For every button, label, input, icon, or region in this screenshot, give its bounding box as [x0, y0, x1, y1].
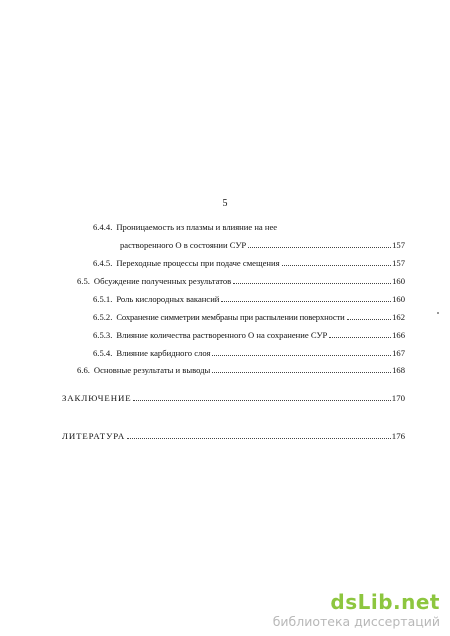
toc-entry-page: 170 — [391, 393, 405, 403]
toc-entry-number: 6.4.4. — [93, 222, 113, 232]
scan-speck — [437, 312, 439, 314]
toc-entry-page: 157 — [392, 240, 405, 250]
toc-entry-conclusion — [62, 393, 405, 404]
toc-entry-page: 176 — [391, 431, 405, 441]
watermark-brand-main: dsLib — [330, 589, 394, 614]
toc-entry-6-4-4 — [93, 222, 405, 233]
toc-entry-number: 6.4.5. — [93, 258, 113, 268]
toc-entry-number: 6.5.4. — [93, 348, 113, 358]
toc-entry-title: растворенного О в состоянии СУР — [120, 240, 247, 250]
toc-entry-page: 157 — [392, 258, 405, 268]
dot-leader — [212, 355, 391, 356]
toc-entry-title: Роль кислородных вакансий — [116, 294, 220, 304]
toc-entry-page: 162 — [392, 312, 405, 322]
toc-entry-title: ЗАКЛЮЧЕНИЕ — [62, 393, 132, 403]
toc-entry-number: 6.5.3. — [93, 330, 113, 340]
toc-entry-title: Основные результаты и выводы — [93, 365, 211, 375]
toc-entry-page: 168 — [392, 365, 405, 375]
dot-leader — [212, 372, 391, 373]
watermark-subtitle: библиотека диссертаций — [272, 613, 440, 629]
toc-entry-6-4-5 — [93, 258, 405, 269]
toc-entry-title: Влияние количества растворенного О на сохранение СУР — [116, 330, 328, 340]
dot-leader — [133, 400, 390, 401]
toc-entry-6-5-4 — [93, 348, 405, 359]
toc-entry-page: 160 — [392, 276, 405, 286]
toc-entry-number: 6.5.2. — [93, 312, 113, 322]
toc-entry-title: ЛИТЕРАТУРА — [62, 431, 126, 441]
toc-entry-6-5-3 — [93, 330, 405, 341]
toc-entry-6-5-2 — [93, 312, 405, 323]
watermark — [272, 589, 440, 629]
toc-entry-references — [62, 431, 405, 442]
toc-entry-6-5-1 — [93, 294, 405, 305]
toc-entry-6-5 — [77, 276, 405, 287]
toc-entry-title: Влияние карбидного слоя — [116, 348, 211, 358]
toc-entry-title: Сохранение симметрии мембраны при распылении поверхности — [116, 312, 345, 322]
dot-leader — [233, 283, 391, 284]
dot-leader — [248, 247, 391, 248]
page-number: 5 — [222, 198, 228, 209]
toc-entry-number: 6.6. — [77, 365, 90, 375]
dot-leader — [282, 265, 392, 266]
toc-entry-6-6 — [77, 365, 405, 376]
toc-entry-title: Проницаемость из плазмы и влияние на нее — [116, 222, 278, 232]
toc-entry-title: Обсуждение полученных результатов — [93, 276, 232, 286]
toc-entry-number: 6.5.1. — [93, 294, 113, 304]
dot-leader — [221, 301, 391, 302]
watermark-brand-dot: . — [393, 589, 402, 614]
dot-leader — [127, 438, 391, 439]
toc-entry-page: 166 — [392, 330, 405, 340]
watermark-brand-tld: net — [401, 589, 440, 614]
toc-entry-6-4-4-continued — [120, 240, 405, 251]
toc-entry-page: 160 — [392, 294, 405, 304]
toc-entry-number: 6.5. — [77, 276, 90, 286]
toc-entry-title: Переходные процессы при подаче смещения — [116, 258, 280, 268]
watermark-brand — [273, 589, 440, 614]
dot-leader — [329, 337, 391, 338]
toc-entry-page: 167 — [392, 348, 405, 358]
dot-leader — [347, 319, 391, 320]
